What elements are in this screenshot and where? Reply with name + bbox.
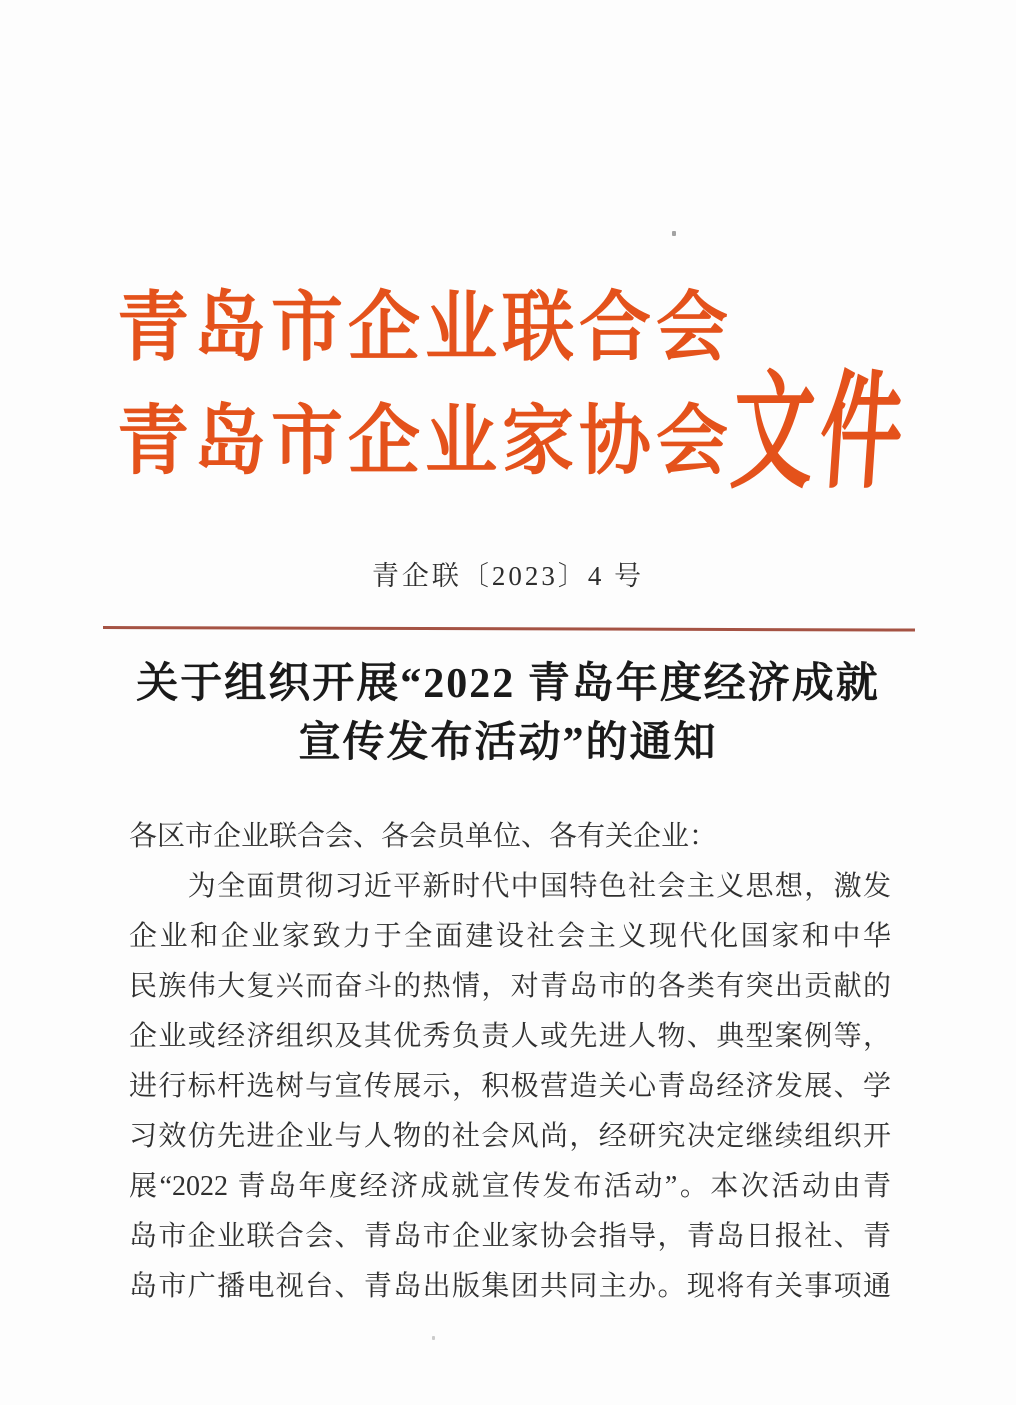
document-title (0, 655, 1016, 773)
body-line: 民族伟大复兴而奋斗的热情，对青岛市的各类有突出贡献的 (129, 971, 891, 1002)
body-line: 习效仿先进企业与人物的社会风尚，经研究决定继续组织开 (129, 1121, 891, 1152)
body-line: 岛市广播电视台、青岛出版集团共同主办。现将有关事项通 (129, 1271, 891, 1302)
document-number: 青企联〔2023〕4 号 (371, 561, 645, 591)
letterhead (117, 272, 917, 505)
body-line: 展“2022 青岛年度经济成就宣传发布活动”。本次活动由青 (129, 1171, 891, 1202)
title-line2: 宣传发布活动”的通知 (298, 720, 718, 766)
title-line1: 关于组织开展“2022 青岛年度经济成就 (136, 661, 880, 707)
body-line: 企业和企业家致力于全面建设社会主义现代化国家和中华 (129, 921, 891, 952)
scan-speck (672, 231, 676, 236)
salutation-line: 各区市企业联合会、各会员单位、各有关企业： (129, 821, 718, 852)
body-line: 为全面贯彻习近平新时代中国特色社会主义思想，激发 (129, 871, 891, 902)
body-line: 企业或经济组织及其优秀负责人或先进人物、典型案例等， (129, 1021, 891, 1052)
document-body (129, 812, 891, 1312)
document-type-label: 文件 (727, 363, 913, 505)
org-name-line1: 青岛市企业联合会 (117, 285, 734, 371)
scan-speck (432, 1336, 435, 1340)
org-name-line2: 青岛市企业家协会 (117, 399, 734, 484)
body-line: 岛市企业联合会、青岛市企业家协会指导，青岛日报社、青 (129, 1221, 891, 1252)
org-names (117, 272, 733, 499)
body-line: 进行标杆选树与宣传展示，积极营造关心青岛经济发展、学 (129, 1071, 891, 1102)
red-divider-line (103, 626, 915, 632)
